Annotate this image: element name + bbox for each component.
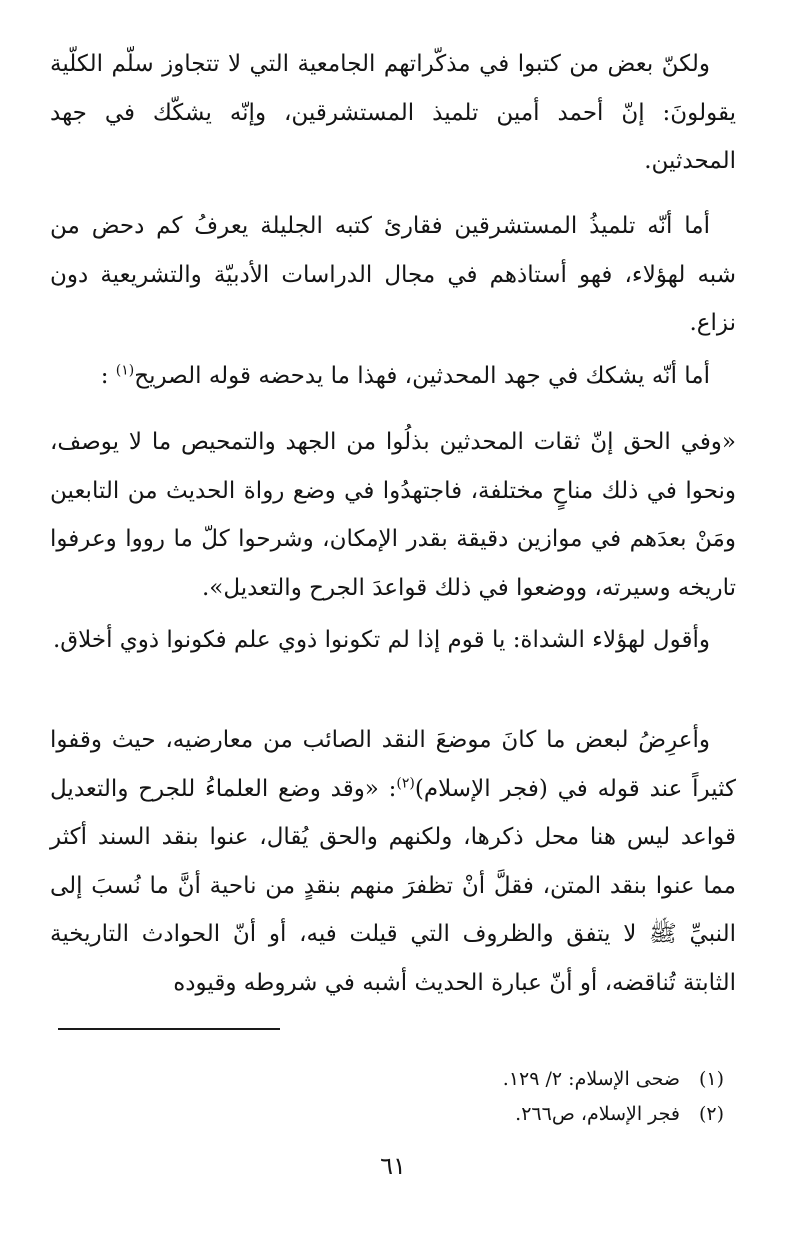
footnote-2	[250, 1097, 724, 1132]
footnote-1	[250, 1062, 724, 1097]
paragraph-1: ولكنّ بعض من كتبوا في مذكّراتهم الجامعية التي لا تتجاوز سلّم الكلّية يقولونَ: إنّ أحمد أمين تلميذ المستشرقين، وإنّه يشكّك في جهد المحدثين.	[50, 51, 736, 174]
footnotes	[250, 1062, 724, 1132]
paragraph-5: وأقول لهؤلاء الشداة: يا قوم إذا لم تكونوا ذوي علم فكونوا ذوي أخلاق.	[52, 627, 710, 653]
footnote-number: (٢)	[698, 1103, 724, 1125]
footnote-separator	[58, 1028, 280, 1030]
paragraph-6-end: : «وقد وضع العلماءُ للجرح والتعديل قواعد ليس هنا محل ذكرها، ولكنهم والحق يُقال، عنوا بنقد السند أكثر مما عنوا بنقد المتن، فقلَّ أنْ تظفرَ منهم بنقدٍ من ناحية أنَّ ما نُسبَ إلى النبيِّ ﷺ لا يتفق والظروف التي قيلت فيه، أو أنّ الحوادث التاريخية الثابتة تُناقضه، أو أنّ عبارة الحديث أشبه في شروطه وقيوده	[50, 775, 736, 996]
page-number: ٦١	[380, 1152, 406, 1180]
footnote-ref-2: (٢)	[396, 774, 415, 791]
footnote-number: (١)	[698, 1068, 724, 1090]
paragraph-2: أما أنّه تلميذُ المستشرقين فقارئ كتبه الجليلة يعرفُ كم دحض من شبه لهؤلاء، فهو أستاذهم في مجال الدراسات الأدبيّة والتشريعية دون نزاع.	[50, 213, 736, 336]
paragraph-6-start: وأعرِضُ لبعض ما كانَ موضعَ النقد الصائب من معارضيه، حيث وقفوا كثيراً عند قوله في (فجر الإسلام)	[50, 727, 736, 802]
paragraph-3-end: :	[100, 363, 109, 389]
book-page	[50, 40, 736, 1210]
quotation-paragraph: «وفي الحق إنّ ثقات المحدثين بذلُوا من الجهد والتمحيص ما لا يوصف، ونحوا في ذلك مناحٍ مختلفة، فاجتهدُوا في وضع رواة الحديث من التابعين ومَنْ بعدَهم في موازين دقيقة بقدر الإمكان، وشرحوا كلّ ما رووا وعرفوا تاريخه وسيرته، ووضعوا في ذلك قواعدَ الجرح والتعديل».	[50, 429, 736, 601]
footnote-text: ضحى الإسلام: ٢/ ١٢٩.	[502, 1068, 680, 1090]
paragraph-3	[50, 352, 736, 401]
paragraph-6	[50, 716, 736, 1007]
paragraph-3-text: أما أنّه يشكك في جهد المحدثين، فهذا ما يدحضه قوله الصريح	[134, 363, 710, 389]
footnote-text: فجر الإسلام، ص٢٦٦.	[515, 1103, 680, 1125]
footnote-ref-1: (١)	[115, 362, 135, 379]
